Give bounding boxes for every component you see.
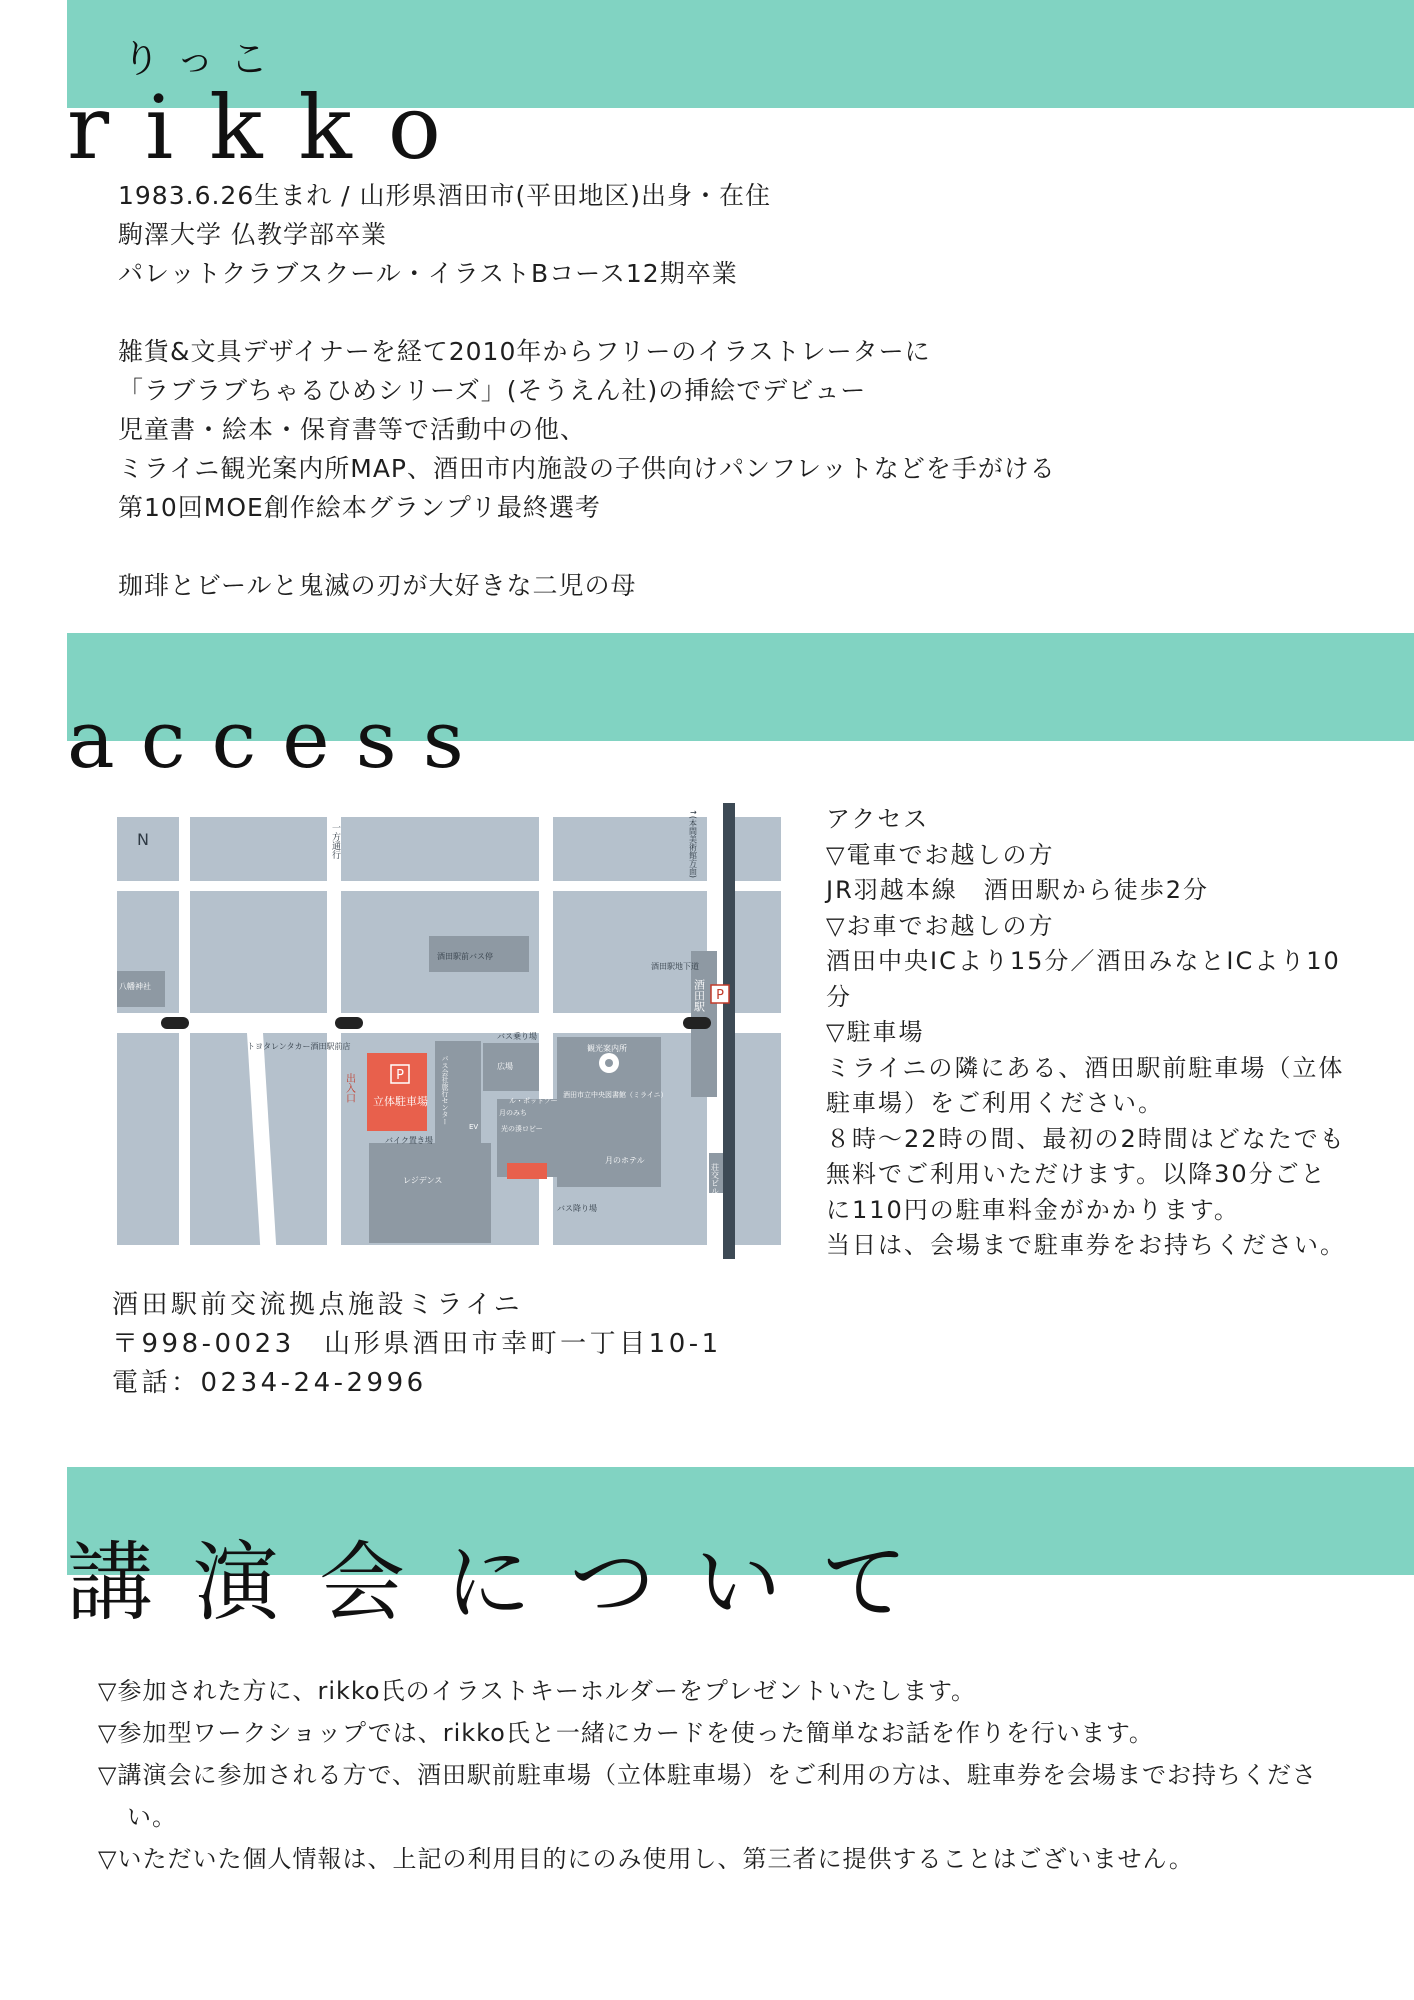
- map-underpass-label: 酒田駅地下道: [651, 962, 699, 971]
- map-toyota-label: トヨタレンタカー酒田駅前店: [247, 1042, 351, 1051]
- map-entrance-label: 出入口: [343, 1073, 355, 1103]
- lecture-notes-list: [98, 1670, 1348, 1880]
- map-travel-label: バス会社旅行センター: [441, 1055, 449, 1125]
- profile-bio: 1983.6.26生まれ / 山形県酒田市(平田地区)出身・在住 駒澤大学 仏教学部卒業 パレットクラブスクール・イラストBコース12期卒業 雑貨&文具デザイナーを経て2010年からフリーのイラストレーターに 「ラブラブちゃるひめシリーズ」(そうえん社)の挿絵でデビュー 児童書・絵本・保育書等で活動中の他、 ミライニ観光案内所MAP、酒田市内施設の子供向けパンフレットなどを手がける 第10回MOE創作絵本グランプリ最終選考 珈琲とビールと鬼滅の刃が大好きな二児の母: [118, 181, 1056, 600]
- lecture-note-item: ▽講演会に参加される方で、酒田駅前駐車場（立体駐車場）をご利用の方は、駐車券を会場までお持ちください。: [98, 1761, 1317, 1831]
- map-ev-label: EV: [469, 1123, 479, 1131]
- map-honma-direction-label: ↑(本間美術館方面): [688, 809, 698, 878]
- map-bus-stop-board-label: バス乗り場: [497, 1032, 537, 1041]
- lecture-note-item: ▽参加された方に、rikko氏のイラストキーホルダーをプレゼントいたします。: [98, 1677, 977, 1705]
- map-parking-symbol: P: [396, 1068, 404, 1083]
- map-plaza-label: 広場: [497, 1062, 513, 1071]
- map-station-label: 酒田駅: [692, 979, 706, 1012]
- map-patio-label: ル・ポットフー: [509, 1097, 558, 1105]
- access-title: access: [67, 693, 490, 786]
- map-parking-label: 立体駐車場: [373, 1095, 428, 1108]
- map-north-mark: N: [137, 830, 149, 849]
- map-location-pin-icon: [599, 1053, 619, 1073]
- profile-name-ruby: りっこ: [122, 37, 285, 81]
- map-shonai-label: 荘交ビル: [710, 1163, 720, 1195]
- map-hachiman-label: 八幡神社: [119, 982, 151, 991]
- map-hotel-label: 月のホテル: [605, 1156, 645, 1165]
- map-station-parking-symbol: P: [716, 988, 724, 1003]
- map-lounge-label: 光の湊ロビー: [501, 1125, 543, 1133]
- map-bus-terminal-label: 酒田駅前バス停: [437, 952, 493, 961]
- map-railway: [723, 803, 735, 1259]
- map-residence-label: レジデンス: [403, 1176, 443, 1185]
- map-bike-parking-accent: [507, 1163, 547, 1179]
- map-residence-block: [369, 1143, 491, 1243]
- lecture-title: 講演会について: [67, 1533, 948, 1633]
- lecture-note-item: ▽いただいた個人情報は、上記の利用目的にのみ使用し、第三者に提供することはございません。: [98, 1845, 1194, 1873]
- profile-title: rikko: [67, 76, 477, 179]
- map-tourist-info-label: 観光案内所: [587, 1044, 627, 1053]
- map-one-way-label: 一方通行: [330, 823, 340, 859]
- venue-address: 酒田駅前交流拠点施設ミライニ 〒998-0023 山形県酒田市幸町一丁目10-1 電話：0234-24-2996: [112, 1290, 722, 1398]
- map-bike-parking-label: バイク置き場: [385, 1136, 433, 1145]
- access-info-text: アクセス ▽電車でお越しの方 JR羽越本線 酒田駅から徒歩2分 ▽お車でお越しの方 酒田中央ICより15分／酒田みなとICより10分 ▽駐車場 ミライニの隣にある、酒田駅前駐車場（立体駐車場）をご利用ください。 ８時〜22時の間、最初の2時間はどなたでも無料でご利用いただけます。以降30分ごとに110円の駐車料金がかかります。 当日は、会場まで駐車券をお持ちください。: [826, 805, 1346, 1259]
- lecture-note-item: ▽参加型ワークショップでは、rikko氏と一緒にカードを使った簡単なお話を作りを行います。: [98, 1719, 1154, 1747]
- access-map: [117, 803, 781, 1259]
- map-road-small-label: 月のみち: [499, 1109, 527, 1117]
- map-bus-stop-alight-label: バス降り場: [557, 1204, 597, 1213]
- map-library-label: 酒田市立中央図書館（ミライニ）: [563, 1091, 668, 1099]
